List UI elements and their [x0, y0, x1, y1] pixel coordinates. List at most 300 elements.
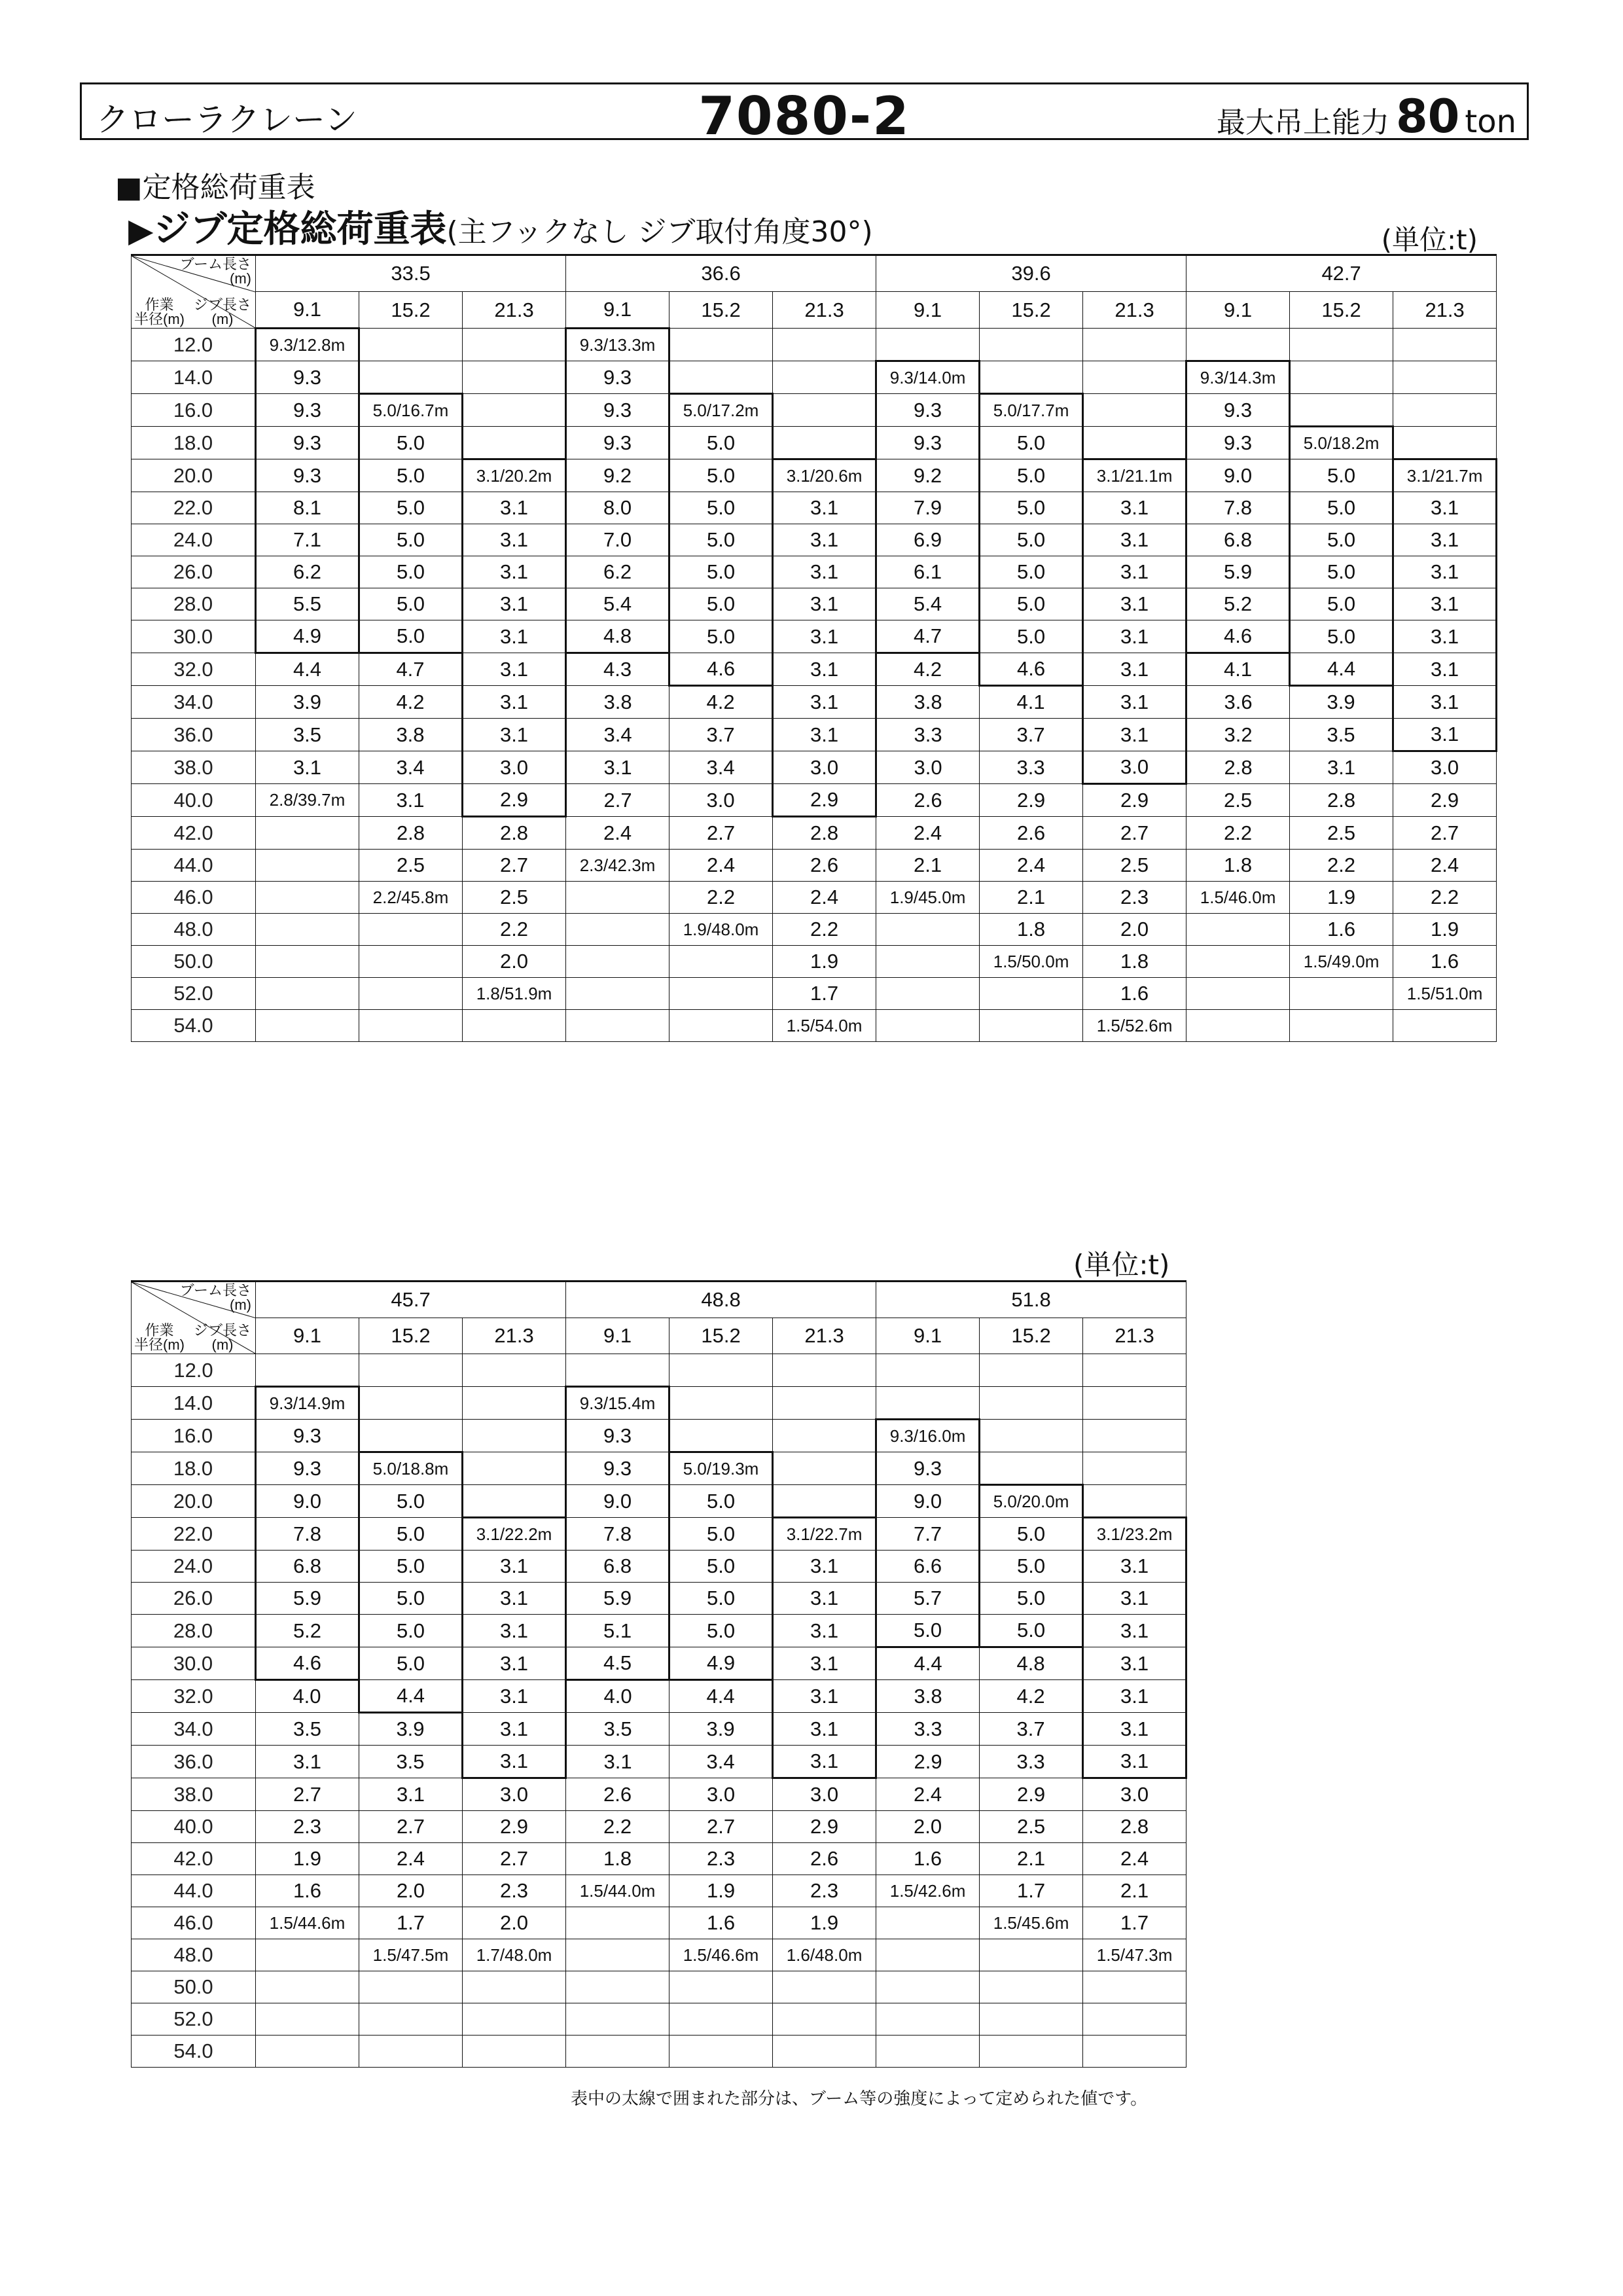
table-row	[132, 2036, 1186, 2068]
working-radius-cell: 44.0	[132, 1875, 256, 1907]
load-value-cell: 5.7	[876, 1583, 980, 1615]
load-value-cell	[669, 1420, 773, 1452]
jib-length-header: 15.2	[359, 1318, 463, 1354]
load-value-cell: 5.0	[1290, 620, 1393, 653]
load-value-cell: 4.8	[980, 1647, 1083, 1680]
load-value-cell	[773, 394, 876, 427]
load-value-cell: 1.9	[773, 1907, 876, 1939]
load-value-cell	[463, 394, 566, 427]
table-row	[132, 427, 1497, 459]
load-value-cell: 5.0	[980, 524, 1083, 556]
working-radius-cell: 24.0	[132, 1551, 256, 1583]
load-value-cell	[1186, 914, 1290, 946]
load-value-cell: 4.6	[256, 1647, 359, 1680]
load-value-cell	[876, 2003, 980, 2036]
load-value-cell: 5.0/18.2m	[1290, 427, 1393, 459]
load-value-cell: 1.5/49.0m	[1290, 946, 1393, 978]
load-value-cell: 3.1	[1393, 719, 1497, 751]
load-value-cell: 2.6	[566, 1778, 669, 1811]
load-value-cell: 9.3/13.3m	[566, 329, 669, 361]
load-value-cell: 4.9	[256, 620, 359, 653]
load-value-cell: 1.5/54.0m	[773, 1010, 876, 1042]
load-value-cell: 5.0/16.7m	[359, 394, 463, 427]
table-corner-header	[132, 1282, 256, 1354]
crane-category: クローラクレーン	[96, 101, 357, 139]
jib-length-header: 9.1	[256, 292, 359, 329]
load-value-cell: 3.1/20.2m	[463, 459, 566, 492]
load-value-cell: 9.3	[256, 394, 359, 427]
load-value-cell: 2.3	[463, 1875, 566, 1907]
load-value-cell	[876, 1907, 980, 1939]
load-value-cell: 5.0	[980, 1583, 1083, 1615]
load-value-cell: 2.4	[1083, 1843, 1186, 1875]
load-value-cell	[566, 1939, 669, 1971]
load-value-cell: 3.0	[463, 751, 566, 784]
table-row	[132, 620, 1497, 653]
load-value-cell: 3.1	[773, 492, 876, 524]
working-radius-cell: 18.0	[132, 1452, 256, 1485]
boom-length-header: 48.8	[566, 1282, 876, 1318]
table-row	[132, 1010, 1497, 1042]
load-value-cell: 3.1	[773, 1746, 876, 1778]
load-value-cell: 3.8	[876, 686, 980, 719]
load-value-cell: 1.7	[359, 1907, 463, 1939]
load-value-cell: 9.3	[566, 1420, 669, 1452]
load-value-cell	[1186, 946, 1290, 978]
load-value-cell: 3.1	[1083, 492, 1186, 524]
load-value-cell	[876, 1971, 980, 2003]
load-value-cell	[463, 1387, 566, 1420]
load-value-cell: 5.0	[980, 556, 1083, 588]
load-value-cell: 9.3	[1186, 427, 1290, 459]
load-value-cell: 3.1	[773, 653, 876, 686]
load-value-cell: 5.0	[359, 427, 463, 459]
load-value-cell	[566, 1971, 669, 2003]
load-value-cell: 3.1	[463, 719, 566, 751]
working-radius-cell: 32.0	[132, 653, 256, 686]
load-value-cell: 2.9	[876, 1746, 980, 1778]
load-value-cell: 6.6	[876, 1551, 980, 1583]
radius-label: 作業	[145, 296, 174, 313]
load-value-cell	[1083, 2003, 1186, 2036]
load-value-cell: 3.1	[463, 524, 566, 556]
load-value-cell: 6.2	[566, 556, 669, 588]
load-value-cell	[463, 2003, 566, 2036]
load-value-cell	[773, 1387, 876, 1420]
load-value-cell	[256, 1971, 359, 2003]
subtitle-conditions: (主フックなし ジブ取付角度30°)	[446, 215, 873, 249]
load-value-cell	[463, 1485, 566, 1518]
load-value-cell: 3.1	[1083, 1746, 1186, 1778]
load-value-cell: 5.0	[980, 588, 1083, 620]
load-value-cell: 9.3/12.8m	[256, 329, 359, 361]
load-value-cell	[359, 329, 463, 361]
load-value-cell: 2.3	[1083, 882, 1186, 914]
load-value-cell: 3.1	[773, 686, 876, 719]
load-value-cell: 2.9	[980, 784, 1083, 817]
load-value-cell: 1.9	[773, 946, 876, 978]
load-value-cell	[773, 329, 876, 361]
jib-length-header: 15.2	[359, 292, 463, 329]
load-value-cell: 3.1	[773, 1583, 876, 1615]
load-value-cell: 5.0	[669, 427, 773, 459]
load-value-cell: 2.7	[1083, 817, 1186, 850]
load-value-cell: 3.7	[669, 719, 773, 751]
load-value-cell: 3.1	[773, 620, 876, 653]
working-radius-cell: 26.0	[132, 556, 256, 588]
load-value-cell: 3.1	[1393, 524, 1497, 556]
capacity-label: 最大吊上能力	[1216, 106, 1389, 139]
load-value-cell	[359, 361, 463, 394]
load-value-cell: 3.1	[773, 719, 876, 751]
load-value-cell: 3.0	[1083, 751, 1186, 784]
jib-length-header: 21.3	[463, 1318, 566, 1354]
load-value-cell: 1.9	[669, 1875, 773, 1907]
load-value-cell: 5.0	[359, 556, 463, 588]
table-row	[132, 686, 1497, 719]
working-radius-cell: 28.0	[132, 588, 256, 620]
load-value-cell: 5.0/20.0m	[980, 1485, 1083, 1518]
working-radius-cell: 46.0	[132, 882, 256, 914]
load-value-cell: 3.0	[773, 1778, 876, 1811]
working-radius-cell: 48.0	[132, 1939, 256, 1971]
jib-length-header: 21.3	[1083, 1318, 1186, 1354]
load-value-cell: 3.1	[1393, 492, 1497, 524]
load-value-cell: 1.5/52.6m	[1083, 1010, 1186, 1042]
load-value-cell	[773, 427, 876, 459]
load-value-cell: 2.3/42.3m	[566, 850, 669, 882]
load-value-cell: 1.5/47.3m	[1083, 1939, 1186, 1971]
load-value-cell	[256, 1010, 359, 1042]
load-value-cell: 2.3	[256, 1811, 359, 1843]
load-value-cell: 3.1	[1290, 751, 1393, 784]
working-radius-cell: 26.0	[132, 1583, 256, 1615]
load-value-cell: 2.8	[463, 817, 566, 850]
load-value-cell: 2.4	[1393, 850, 1497, 882]
table-row	[132, 1354, 1186, 1387]
boom-length-header: 39.6	[876, 255, 1186, 292]
load-value-cell: 2.3	[773, 1875, 876, 1907]
load-value-cell: 3.0	[876, 751, 980, 784]
load-value-cell: 7.8	[256, 1518, 359, 1551]
load-value-cell: 2.5	[980, 1811, 1083, 1843]
load-value-cell: 2.7	[669, 1811, 773, 1843]
working-radius-cell: 42.0	[132, 817, 256, 850]
load-value-cell: 9.3	[876, 427, 980, 459]
load-value-cell	[256, 978, 359, 1010]
load-value-cell	[980, 978, 1083, 1010]
load-value-cell	[1083, 361, 1186, 394]
load-value-cell: 4.2	[359, 686, 463, 719]
load-value-cell: 5.0	[1290, 556, 1393, 588]
load-value-cell: 5.0	[980, 620, 1083, 653]
load-value-cell	[669, 1387, 773, 1420]
load-value-cell	[256, 2003, 359, 2036]
footnote: 表中の太線で囲まれた部分は、ブーム等の強度によって定められた値です。	[571, 2089, 1148, 2109]
load-value-cell	[359, 1971, 463, 2003]
load-value-cell: 1.5/45.6m	[980, 1907, 1083, 1939]
load-value-cell: 3.1/21.1m	[1083, 459, 1186, 492]
load-value-cell: 6.2	[256, 556, 359, 588]
load-value-cell: 2.7	[359, 1811, 463, 1843]
load-value-cell: 4.8	[566, 620, 669, 653]
load-value-cell	[1393, 329, 1497, 361]
load-value-cell: 5.0	[876, 1615, 980, 1647]
table-row	[132, 1551, 1186, 1583]
load-value-cell	[669, 1971, 773, 2003]
load-value-cell: 1.7	[1083, 1907, 1186, 1939]
load-value-cell	[876, 914, 980, 946]
load-value-cell: 2.7	[463, 850, 566, 882]
load-value-cell: 9.3	[256, 459, 359, 492]
subtitle-main: ジブ定格総荷重表	[153, 208, 447, 251]
load-value-cell: 7.7	[876, 1518, 980, 1551]
load-value-cell: 2.6	[980, 817, 1083, 850]
working-radius-cell: 52.0	[132, 2003, 256, 2036]
load-value-cell	[1393, 427, 1497, 459]
load-value-cell: 5.0	[359, 620, 463, 653]
load-value-cell: 9.3	[256, 1420, 359, 1452]
load-value-cell: 4.9	[669, 1647, 773, 1680]
load-value-cell: 5.0	[1290, 588, 1393, 620]
load-value-cell	[359, 2003, 463, 2036]
load-value-cell: 2.2	[1186, 817, 1290, 850]
load-value-cell: 3.7	[980, 1713, 1083, 1746]
load-value-cell: 3.9	[359, 1713, 463, 1746]
load-value-cell: 3.4	[669, 751, 773, 784]
load-value-cell	[1290, 329, 1393, 361]
load-value-cell: 5.9	[566, 1583, 669, 1615]
table-subtitle	[128, 200, 873, 253]
load-value-cell: 2.9	[463, 784, 566, 817]
table-row	[132, 1387, 1186, 1420]
load-value-cell: 8.0	[566, 492, 669, 524]
load-value-cell	[1186, 978, 1290, 1010]
load-value-cell: 1.9/48.0m	[669, 914, 773, 946]
jib-length-header: 21.3	[773, 1318, 876, 1354]
load-value-cell	[463, 427, 566, 459]
load-value-cell: 2.7	[669, 817, 773, 850]
load-value-cell: 1.8	[566, 1843, 669, 1875]
load-value-cell: 2.5	[359, 850, 463, 882]
table-row	[132, 719, 1497, 751]
load-value-cell: 5.0	[980, 1518, 1083, 1551]
table-row	[132, 1518, 1186, 1551]
table-row	[132, 556, 1497, 588]
working-radius-cell: 50.0	[132, 946, 256, 978]
working-radius-cell: 54.0	[132, 2036, 256, 2068]
load-value-cell: 2.0	[359, 1875, 463, 1907]
load-value-cell	[773, 2036, 876, 2068]
unit-label: (単位:t)	[1381, 224, 1478, 256]
table-row	[132, 978, 1497, 1010]
working-radius-cell: 14.0	[132, 361, 256, 394]
table-row	[132, 524, 1497, 556]
load-value-cell: 1.5/47.5m	[359, 1939, 463, 1971]
load-value-cell	[1083, 1387, 1186, 1420]
load-value-cell	[566, 914, 669, 946]
load-value-cell	[773, 361, 876, 394]
load-value-cell: 2.6	[773, 850, 876, 882]
load-value-cell: 2.9	[463, 1811, 566, 1843]
load-value-cell: 3.1	[463, 653, 566, 686]
load-value-cell: 7.8	[1186, 492, 1290, 524]
load-value-cell: 1.6	[256, 1875, 359, 1907]
table-row	[132, 850, 1497, 882]
load-value-cell: 1.6	[1083, 978, 1186, 1010]
load-value-cell: 5.2	[1186, 588, 1290, 620]
load-value-cell: 2.0	[1083, 914, 1186, 946]
load-value-cell: 2.0	[463, 1907, 566, 1939]
load-value-cell	[1083, 1971, 1186, 2003]
load-value-cell: 3.1	[566, 1746, 669, 1778]
load-value-cell: 3.5	[256, 719, 359, 751]
load-value-cell: 5.0	[980, 459, 1083, 492]
jib-length-header: 9.1	[876, 292, 980, 329]
load-value-cell: 9.3/14.3m	[1186, 361, 1290, 394]
load-value-cell: 3.3	[876, 1713, 980, 1746]
load-value-cell: 8.1	[256, 492, 359, 524]
load-value-cell	[1393, 361, 1497, 394]
load-value-cell: 3.1	[1083, 620, 1186, 653]
load-value-cell	[1083, 427, 1186, 459]
load-value-cell: 3.1	[463, 1647, 566, 1680]
load-value-cell: 5.0	[669, 620, 773, 653]
load-value-cell: 3.1	[1393, 620, 1497, 653]
load-value-cell: 3.1	[463, 1551, 566, 1583]
load-value-cell: 2.1	[1083, 1875, 1186, 1907]
load-value-cell: 3.1	[463, 1746, 566, 1778]
load-value-cell	[566, 882, 669, 914]
load-value-cell: 9.3	[876, 1452, 980, 1485]
jib-length-header: 15.2	[669, 292, 773, 329]
load-value-cell: 3.1	[1393, 686, 1497, 719]
jib-length-label: ジブ長さ	[193, 296, 251, 313]
load-value-cell	[773, 2003, 876, 2036]
jib-length-header: 21.3	[1393, 292, 1497, 329]
load-value-cell: 5.0	[980, 1551, 1083, 1583]
working-radius-cell: 28.0	[132, 1615, 256, 1647]
load-value-cell: 3.0	[669, 784, 773, 817]
table-row	[132, 459, 1497, 492]
load-value-cell: 5.0	[359, 1485, 463, 1518]
load-value-cell: 5.0	[669, 1583, 773, 1615]
load-value-cell	[980, 329, 1083, 361]
load-value-cell: 3.0	[669, 1778, 773, 1811]
load-value-cell: 6.9	[876, 524, 980, 556]
load-value-cell: 3.8	[876, 1680, 980, 1713]
load-value-cell: 2.5	[1083, 850, 1186, 882]
load-value-cell	[980, 1387, 1083, 1420]
load-value-cell: 2.6	[876, 784, 980, 817]
load-value-cell	[980, 2003, 1083, 2036]
load-value-cell: 9.3	[566, 1452, 669, 1485]
radius-unit-label: 半径(m)	[134, 311, 185, 327]
boom-length-header-row	[132, 255, 1497, 292]
table-row	[132, 1615, 1186, 1647]
load-value-cell: 3.1	[1083, 719, 1186, 751]
load-value-cell: 5.4	[566, 588, 669, 620]
load-value-cell	[256, 1939, 359, 1971]
load-value-cell	[1083, 394, 1186, 427]
load-value-cell	[773, 1971, 876, 2003]
load-value-cell: 5.1	[566, 1615, 669, 1647]
load-value-cell: 1.8	[1186, 850, 1290, 882]
load-value-cell: 9.3	[256, 361, 359, 394]
table-row	[132, 1452, 1186, 1485]
load-value-cell	[463, 329, 566, 361]
table-row	[132, 882, 1497, 914]
table-row	[132, 394, 1497, 427]
load-value-cell: 2.2	[566, 1811, 669, 1843]
working-radius-cell: 12.0	[132, 329, 256, 361]
load-value-cell	[876, 329, 980, 361]
load-value-cell: 3.1	[773, 1713, 876, 1746]
load-value-cell	[463, 1971, 566, 2003]
load-value-cell: 2.1	[876, 850, 980, 882]
jib-length-label: ジブ長さ	[193, 1322, 251, 1338]
load-value-cell: 3.1	[1083, 1583, 1186, 1615]
load-value-cell: 2.8	[1083, 1811, 1186, 1843]
table-corner-header	[132, 255, 256, 329]
radius-label: 作業	[145, 1322, 174, 1338]
boom-length-header: 45.7	[256, 1282, 566, 1318]
load-value-cell: 5.0	[980, 1615, 1083, 1647]
load-value-cell: 3.1	[463, 1713, 566, 1746]
load-value-cell: 3.0	[463, 1778, 566, 1811]
load-value-cell: 5.0	[980, 427, 1083, 459]
load-value-cell	[1393, 394, 1497, 427]
load-value-cell: 3.1	[1083, 1615, 1186, 1647]
load-value-cell: 9.0	[1186, 459, 1290, 492]
load-value-cell: 2.1	[980, 1843, 1083, 1875]
load-value-cell: 1.6/48.0m	[773, 1939, 876, 1971]
load-value-cell	[876, 978, 980, 1010]
working-radius-cell: 38.0	[132, 1778, 256, 1811]
load-value-cell: 2.7	[256, 1778, 359, 1811]
load-value-cell: 3.1	[773, 1615, 876, 1647]
load-value-cell	[463, 1420, 566, 1452]
load-value-cell: 2.9	[773, 1811, 876, 1843]
load-value-cell: 5.4	[876, 588, 980, 620]
load-value-cell: 5.0	[669, 1485, 773, 1518]
load-value-cell: 2.9	[1083, 784, 1186, 817]
load-value-cell	[566, 2003, 669, 2036]
load-value-cell	[1290, 978, 1393, 1010]
load-value-cell	[1393, 1010, 1497, 1042]
load-value-cell: 4.5	[566, 1647, 669, 1680]
load-value-cell	[1083, 1485, 1186, 1518]
load-value-cell	[566, 1907, 669, 1939]
load-value-cell: 3.1/23.2m	[1083, 1518, 1186, 1551]
load-value-cell	[773, 1485, 876, 1518]
boom-length-header: 51.8	[876, 1282, 1186, 1318]
load-value-cell: 4.4	[1290, 653, 1393, 686]
load-value-cell: 3.7	[980, 719, 1083, 751]
load-value-cell: 5.0	[359, 459, 463, 492]
table-row	[132, 653, 1497, 686]
load-value-cell: 1.7/48.0m	[463, 1939, 566, 1971]
load-value-cell: 5.9	[1186, 556, 1290, 588]
load-value-cell: 1.6	[1393, 946, 1497, 978]
load-value-cell: 1.6	[1290, 914, 1393, 946]
load-value-cell: 4.6	[1186, 620, 1290, 653]
working-radius-cell: 18.0	[132, 427, 256, 459]
load-value-cell: 5.5	[256, 588, 359, 620]
load-value-cell	[980, 1010, 1083, 1042]
load-value-cell: 1.8/51.9m	[463, 978, 566, 1010]
load-value-cell	[359, 1010, 463, 1042]
